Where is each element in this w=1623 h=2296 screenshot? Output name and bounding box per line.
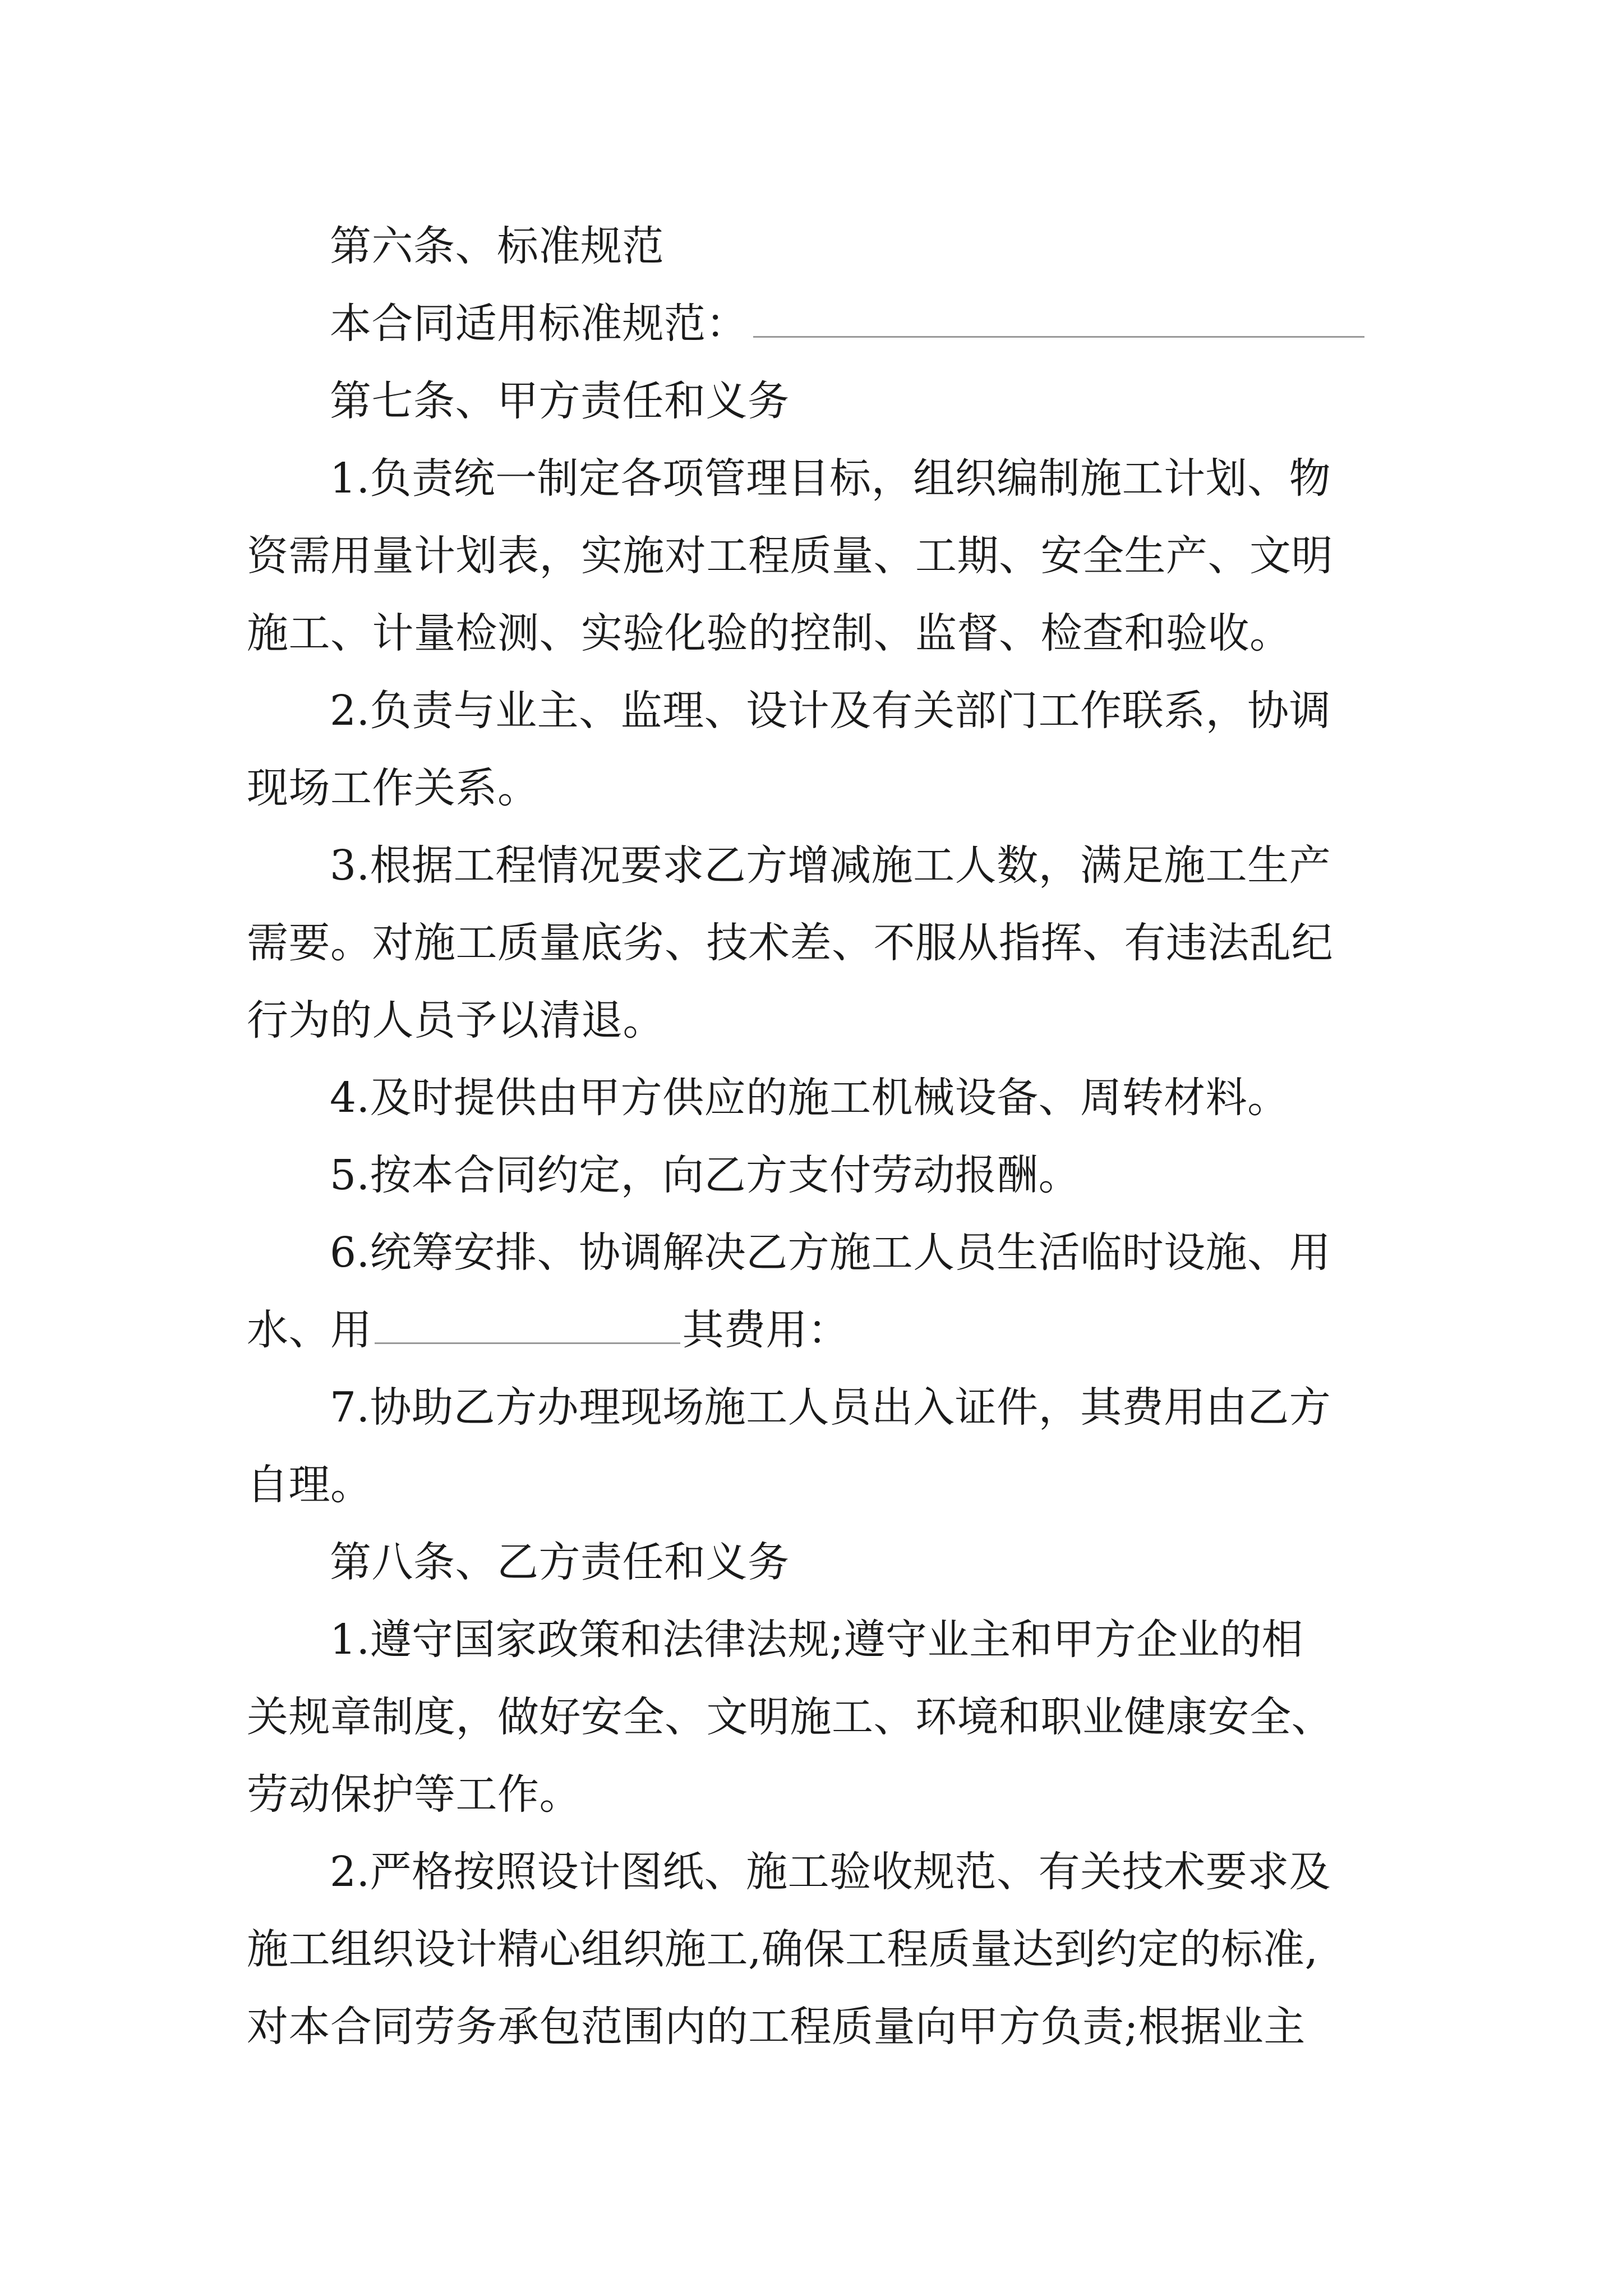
art8-item1-line3: 劳动保护等工作。 [247, 1770, 581, 1819]
art8-item1-line1: 1.遵守国家政策和法律法规;遵守业主和甲方企业的相 [330, 1616, 1304, 1664]
standards-label: 本合同适用标准规范： [330, 300, 748, 348]
art8-item1-line2: 关规章制度，做好安全、文明施工、环境和职业健康安全、 [247, 1693, 1333, 1741]
art7-item7-line2: 自理。 [247, 1461, 372, 1509]
art8-item2-line2: 施工组织设计精心组织施工,确保工程质量达到约定的标准, [247, 1925, 1318, 1973]
art7-item5-line1: 5.按本合同约定，向乙方支付劳动报酬。 [330, 1151, 1081, 1199]
utility-fee-blank [375, 1301, 680, 1344]
art7-item3-line2: 需要。对施工质量底劣、技术差、不服从指挥、有违法乱纪 [247, 919, 1333, 967]
article-6-title: 第六条、标准规范 [330, 222, 664, 270]
art7-item6-line2-before: 水、用 [247, 1306, 372, 1354]
art7-item6-line2-after: 其费用： [682, 1306, 850, 1354]
art7-item1-line2: 资需用量计划表，实施对工程质量、工期、安全生产、文明 [247, 532, 1333, 580]
document-body [247, 208, 1385, 2065]
art8-item2-line1: 2.严格按照设计图纸、施工验收规范、有关技术要求及 [330, 1848, 1331, 1896]
art7-item3-line3: 行为的人员予以清退。 [247, 996, 665, 1045]
article-7-title: 第七条、甲方责任和义务 [330, 377, 790, 425]
art7-item4-line1: 4.及时提供由甲方供应的施工机械设备、周转材料。 [330, 1074, 1289, 1122]
art7-item6-line1: 6.统筹安排、协调解决乙方施工人员生活临时设施、用 [330, 1228, 1331, 1277]
art7-item2-line1: 2.负责与业主、监理、设计及有关部门工作联系，协调 [330, 687, 1331, 735]
art7-item6-line2 [247, 1291, 1385, 1369]
standards-blank [753, 295, 1364, 338]
article-6-body [247, 285, 1385, 362]
art7-item1-line3: 施工、计量检测、实验化验的控制、监督、检查和验收。 [247, 609, 1292, 657]
art7-item7-line1: 7.协助乙方办理现场施工人员出入证件，其费用由乙方 [330, 1383, 1331, 1432]
art8-item2-line3: 对本合同劳务承包范围内的工程质量向甲方负责;根据业主 [247, 2003, 1306, 2051]
art7-item1-line1: 1.负责统一制定各项管理目标，组织编制施工计划、物 [330, 454, 1331, 503]
art7-item2-line2: 现场工作关系。 [247, 764, 540, 812]
article-8-title: 第八条、乙方责任和义务 [330, 1538, 790, 1586]
art7-item3-line1: 3.根据工程情况要求乙方增减施工人数，满足施工生产 [330, 841, 1331, 890]
